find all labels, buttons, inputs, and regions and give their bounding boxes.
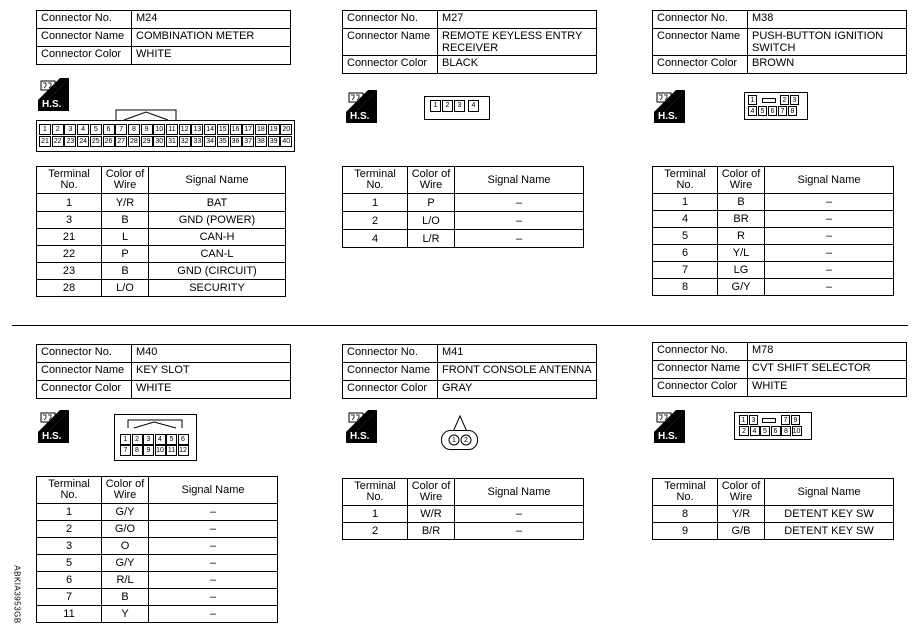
svg-text:H.S.: H.S. [658, 111, 678, 122]
pin-cell: 1 [739, 415, 748, 425]
table-row [37, 538, 278, 555]
terminal-no-header: Terminal No. [653, 479, 718, 506]
svg-text:H.S.: H.S. [350, 431, 370, 442]
wire-color-cell: Y [102, 606, 149, 623]
wire-color-cell: L/O [408, 212, 455, 230]
signal-name-cell: – [149, 606, 278, 623]
pin-cell: 35 [217, 136, 229, 147]
pin-cell: 7 [115, 124, 127, 135]
table-row [37, 212, 286, 229]
connector-no-label: Connector No. [653, 11, 748, 29]
wire-color-cell: W/R [408, 506, 455, 523]
table-row [37, 555, 278, 572]
pin-cell: 34 [204, 136, 216, 147]
connector-name-value: PUSH-BUTTON IGNITION SWITCH [748, 29, 907, 56]
svg-text:H.S.: H.S. [42, 431, 62, 442]
svg-text:H.S.: H.S. [42, 99, 62, 110]
wire-color-cell: G/B [718, 523, 765, 540]
pin-cell: 9 [143, 445, 154, 456]
table-row [37, 246, 286, 263]
section-divider [12, 325, 908, 326]
terminal-no-cell: 6 [653, 245, 718, 262]
connector-latch [440, 414, 480, 452]
connector-face-m41 [440, 414, 480, 452]
pin-cell: 24 [77, 136, 89, 147]
connector-face-m40 [114, 414, 198, 462]
pin-cell: 2 [780, 95, 789, 105]
connector-name-label: Connector Name [343, 29, 438, 56]
pin-cell: 11 [166, 124, 178, 135]
pin-cell: 1 [120, 434, 131, 445]
wire-color-cell: R/L [102, 572, 149, 589]
figure-code: ABKIA3953GB [12, 565, 22, 624]
terminal-no-cell: 1 [343, 194, 408, 212]
table-row [653, 211, 894, 228]
pin-cell: 6 [178, 434, 189, 445]
pin-cell: 8 [128, 124, 140, 135]
pin-cell: 2 [442, 100, 453, 112]
connector-face-m38 [744, 92, 808, 122]
connector-info-m41 [342, 344, 597, 399]
svg-text:H.S.: H.S. [658, 431, 678, 442]
signal-name-cell: DETENT KEY SW [765, 523, 894, 540]
connector-no-value: M38 [748, 11, 907, 29]
pin-cell: 12 [179, 124, 191, 135]
table-row [653, 279, 894, 296]
wire-color-cell: B [102, 212, 149, 229]
signal-name-cell: – [765, 211, 894, 228]
pin-cell: 3 [749, 415, 758, 425]
terminal-no-header: Terminal No. [37, 167, 102, 194]
pin-cell: 22 [52, 136, 64, 147]
pin-cell: 1 [430, 100, 441, 112]
terminal-table-header [37, 477, 278, 504]
wire-color-header: Color of Wire [408, 167, 455, 194]
pin-cell: 2 [52, 124, 64, 135]
connector-name-value: CVT SHIFT SELECTOR [748, 361, 907, 379]
terminal-no-cell: 4 [343, 230, 408, 248]
pin-cell: 23 [64, 136, 76, 147]
connector-color-label: Connector Color [37, 47, 132, 65]
terminal-no-cell: 2 [343, 212, 408, 230]
signal-name-cell: DETENT KEY SW [765, 506, 894, 523]
pin-cell: 19 [268, 124, 280, 135]
table-row [37, 572, 278, 589]
connector-no-label: Connector No. [653, 343, 748, 361]
signal-name-cell: – [455, 230, 584, 248]
signal-name-header: Signal Name [455, 167, 584, 194]
terminal-table [36, 166, 286, 297]
pin-cell: 6 [771, 426, 781, 436]
terminal-no-cell: 21 [37, 229, 102, 246]
pin-cell: 1 [39, 124, 51, 135]
pin-cell: 8 [132, 445, 143, 456]
pin-cell: 29 [141, 136, 153, 147]
connector-info-table [342, 344, 597, 399]
pin-cell: 26 [103, 136, 115, 147]
connector-info-table [652, 10, 907, 74]
pin-cell: 5 [166, 434, 177, 445]
wire-color-cell: Y/R [102, 194, 149, 212]
key-slot-mark [762, 418, 776, 423]
pin-cell: 4 [468, 100, 479, 112]
connector-name-label: Connector Name [653, 29, 748, 56]
connector-no-label: Connector No. [37, 11, 132, 29]
pin-cell: 4 [750, 426, 760, 436]
signal-name-cell: – [455, 194, 584, 212]
terminal-no-cell: 2 [37, 521, 102, 538]
pin-cell: 27 [115, 136, 127, 147]
table-row [653, 194, 894, 211]
signal-name-cell: GND (POWER) [149, 212, 286, 229]
pin-cell: 3 [143, 434, 154, 445]
table-row [37, 589, 278, 606]
pin-cell: 4 [155, 434, 166, 445]
signal-name-cell: – [765, 279, 894, 296]
wire-color-cell: O [102, 538, 149, 555]
signal-name-cell: BAT [149, 194, 286, 212]
connector-color-label: Connector Color [653, 56, 748, 74]
terminal-no-header: Terminal No. [343, 167, 408, 194]
pin-cell: 9 [141, 124, 153, 135]
signal-name-cell: – [765, 228, 894, 245]
pin-cell: 7 [778, 106, 787, 116]
connector-name-value: COMBINATION METER [132, 29, 291, 47]
harness-side-icon [346, 410, 377, 443]
wire-color-header: Color of Wire [102, 167, 149, 194]
table-row [37, 194, 286, 212]
connector-face-m78 [734, 412, 814, 442]
signal-name-header: Signal Name [765, 479, 894, 506]
wire-color-cell: G/Y [718, 279, 765, 296]
pin-cell: 9 [791, 415, 800, 425]
harness-side-icon [346, 90, 377, 123]
terminal-table-header [653, 479, 894, 506]
wire-color-cell: Y/R [718, 506, 765, 523]
connector-no-label: Connector No. [37, 345, 132, 363]
terminal-no-cell: 5 [37, 555, 102, 572]
pin-cell: 7 [120, 445, 131, 456]
connector-name-label: Connector Name [37, 29, 132, 47]
harness-side-icon [654, 410, 685, 443]
table-row [653, 228, 894, 245]
pin-cell: 15 [217, 124, 229, 135]
pin-cell: 11 [167, 447, 176, 454]
signal-name-header: Signal Name [149, 477, 278, 504]
table-row [37, 606, 278, 623]
wire-color-cell: B [718, 194, 765, 211]
signal-name-cell: – [765, 262, 894, 279]
terminal-no-cell: 28 [37, 280, 102, 297]
wire-color-header: Color of Wire [718, 167, 765, 194]
terminal-no-cell: 23 [37, 263, 102, 280]
connector-color-label: Connector Color [343, 381, 438, 399]
pin-cell: 5 [90, 124, 102, 135]
pin-cell: 1 [748, 95, 757, 105]
wire-color-cell: P [102, 246, 149, 263]
terminal-table [652, 478, 894, 540]
connector-name-label: Connector Name [343, 363, 438, 381]
pin-cell: 3 [64, 124, 76, 135]
connector-name-label: Connector Name [653, 361, 748, 379]
pin-cell: 16 [230, 124, 242, 135]
harness-side-icon [38, 410, 69, 443]
wire-color-cell: B [102, 263, 149, 280]
pin-cell: 13 [191, 124, 203, 135]
pin-cell: 12 [179, 447, 187, 454]
connector-color-label: Connector Color [653, 379, 748, 397]
wire-color-cell: G/O [102, 521, 149, 538]
terminal-table-header [343, 479, 584, 506]
connector-info-m40 [36, 344, 291, 399]
connector-no-value: M24 [132, 11, 291, 29]
terminal-table-header [653, 167, 894, 194]
table-row [653, 506, 894, 523]
signal-name-cell: – [149, 504, 278, 521]
pin-cell: 28 [128, 136, 140, 147]
pin-cell: 8 [788, 106, 797, 116]
table-row [343, 212, 584, 230]
pin-cell: 18 [255, 124, 267, 135]
wire-color-header: Color of Wire [718, 479, 765, 506]
signal-name-cell: – [149, 589, 278, 606]
wire-color-cell: B [102, 589, 149, 606]
connector-no-value: M40 [132, 345, 291, 363]
terminal-no-cell: 1 [37, 194, 102, 212]
table-row [37, 263, 286, 280]
wire-color-header: Color of Wire [102, 477, 149, 504]
connector-no-value: M27 [438, 11, 597, 29]
pin-cell: 5 [758, 106, 767, 116]
pin-cell: 33 [191, 136, 203, 147]
wire-color-cell: L [102, 229, 149, 246]
connector-info-m78 [652, 342, 907, 397]
connector-name-value: REMOTE KEYLESS ENTRY RECEIVER [438, 29, 597, 56]
connector-info-m24 [36, 10, 291, 65]
terminal-no-cell: 22 [37, 246, 102, 263]
connector-color-value: WHITE [132, 47, 291, 65]
terminal-no-cell: 11 [37, 606, 102, 623]
pin-cell: 4 [77, 124, 89, 135]
table-row [37, 504, 278, 521]
terminal-no-cell: 8 [653, 506, 718, 523]
table-row [37, 229, 286, 246]
pin-cell: 6 [103, 124, 115, 135]
pin-cell: 7 [781, 415, 790, 425]
pin-cell: 20 [280, 124, 292, 135]
signal-name-cell: – [765, 245, 894, 262]
signal-name-header: Signal Name [455, 479, 584, 506]
pin-cell: 38 [255, 136, 267, 147]
terminal-table-header [37, 167, 286, 194]
wire-color-cell: L/R [408, 230, 455, 248]
pin-cell: 10 [156, 447, 164, 454]
table-row [653, 523, 894, 540]
pin-cell: 8 [781, 426, 791, 436]
wire-color-cell: R [718, 228, 765, 245]
connector-no-label: Connector No. [343, 345, 438, 363]
terminal-no-cell: 3 [37, 538, 102, 555]
wire-color-cell: BR [718, 211, 765, 228]
signal-name-cell: – [455, 523, 584, 540]
pin-cell: 10 [792, 428, 801, 435]
signal-name-cell: GND (CIRCUIT) [149, 263, 286, 280]
connector-color-label: Connector Color [37, 381, 132, 399]
terminal-no-cell: 3 [37, 212, 102, 229]
terminal-table [342, 478, 584, 540]
connector-no-value: M41 [438, 345, 597, 363]
pin-cell: 40 [280, 136, 292, 147]
pin-cell: 31 [166, 136, 178, 147]
pin-cell: 2 [739, 426, 749, 436]
table-row [343, 523, 584, 540]
connector-color-value: WHITE [748, 379, 907, 397]
terminal-no-cell: 4 [653, 211, 718, 228]
pin-cell: 14 [204, 124, 216, 135]
connector-color-label: Connector Color [343, 56, 438, 74]
connector-color-value: GRAY [438, 381, 597, 399]
key-slot-mark [762, 98, 776, 103]
pin-cell: 37 [242, 136, 254, 147]
signal-name-cell: – [149, 521, 278, 538]
terminal-no-cell: 1 [37, 504, 102, 521]
connector-name-label: Connector Name [37, 363, 132, 381]
pin-cell: 1 [452, 437, 456, 444]
signal-name-cell: – [149, 555, 278, 572]
connector-info-table [652, 342, 907, 397]
terminal-no-cell: 9 [653, 523, 718, 540]
terminal-no-cell: 1 [343, 506, 408, 523]
wire-color-header: Color of Wire [408, 479, 455, 506]
table-row [653, 245, 894, 262]
signal-name-header: Signal Name [149, 167, 286, 194]
connector-no-label: Connector No. [343, 11, 438, 29]
pin-cell: 3 [454, 100, 465, 112]
pin-cell: 17 [242, 124, 254, 135]
connector-name-value: KEY SLOT [132, 363, 291, 381]
table-row [343, 194, 584, 212]
wire-color-cell: G/Y [102, 555, 149, 572]
terminal-no-cell: 7 [653, 262, 718, 279]
wire-color-cell: Y/L [718, 245, 765, 262]
connector-no-value: M78 [748, 343, 907, 361]
terminal-no-cell: 8 [653, 279, 718, 296]
terminal-no-cell: 1 [653, 194, 718, 211]
pin-cell: 5 [760, 426, 770, 436]
signal-name-cell: – [149, 572, 278, 589]
connector-info-m38 [652, 10, 907, 74]
terminal-no-header: Terminal No. [343, 479, 408, 506]
terminal-table [652, 166, 894, 296]
table-row [343, 230, 584, 248]
signal-name-cell: – [149, 538, 278, 555]
connector-color-value: WHITE [132, 381, 291, 399]
connector-color-value: BLACK [438, 56, 597, 74]
signal-name-cell: – [765, 194, 894, 211]
pin-cell: 30 [153, 136, 165, 147]
signal-name-cell: – [455, 506, 584, 523]
terminal-no-header: Terminal No. [37, 477, 102, 504]
connector-name-value: FRONT CONSOLE ANTENNA [438, 363, 597, 381]
pin-cell: 6 [768, 106, 777, 116]
signal-name-header: Signal Name [765, 167, 894, 194]
harness-side-icon [654, 90, 685, 123]
svg-text:H.S.: H.S. [350, 111, 370, 122]
pin-cell: 3 [790, 95, 799, 105]
signal-name-cell: CAN-L [149, 246, 286, 263]
terminal-table [342, 166, 584, 248]
connector-info-m27 [342, 10, 597, 74]
terminal-no-cell: 6 [37, 572, 102, 589]
pin-cell: 4 [748, 106, 757, 116]
terminal-no-cell: 2 [343, 523, 408, 540]
connector-face-m27 [424, 96, 490, 120]
pin-cell: 21 [39, 136, 51, 147]
pin-cell: 25 [90, 136, 102, 147]
pin-cell: 32 [179, 136, 191, 147]
wire-color-cell: LG [718, 262, 765, 279]
terminal-table [36, 476, 278, 623]
connector-color-value: BROWN [748, 56, 907, 74]
terminal-no-cell: 5 [653, 228, 718, 245]
pin-cell: 36 [230, 136, 242, 147]
table-row [653, 262, 894, 279]
signal-name-cell: – [455, 212, 584, 230]
pin-cell: 2 [132, 434, 143, 445]
pin-cell: 39 [268, 136, 280, 147]
wire-color-cell: P [408, 194, 455, 212]
table-row [37, 280, 286, 297]
wire-color-cell: L/O [102, 280, 149, 297]
signal-name-cell: CAN-H [149, 229, 286, 246]
connector-info-table [36, 10, 291, 65]
table-row [343, 506, 584, 523]
terminal-table-header [343, 167, 584, 194]
connector-face-m24 [36, 106, 296, 152]
signal-name-cell: SECURITY [149, 280, 286, 297]
table-row [37, 521, 278, 538]
terminal-no-header: Terminal No. [653, 167, 718, 194]
pin-cell: 2 [464, 437, 468, 444]
wire-color-cell: B/R [408, 523, 455, 540]
wire-color-cell: G/Y [102, 504, 149, 521]
terminal-no-cell: 7 [37, 589, 102, 606]
pin-cell: 10 [153, 124, 165, 135]
connector-info-table [36, 344, 291, 399]
connector-info-table [342, 10, 597, 74]
